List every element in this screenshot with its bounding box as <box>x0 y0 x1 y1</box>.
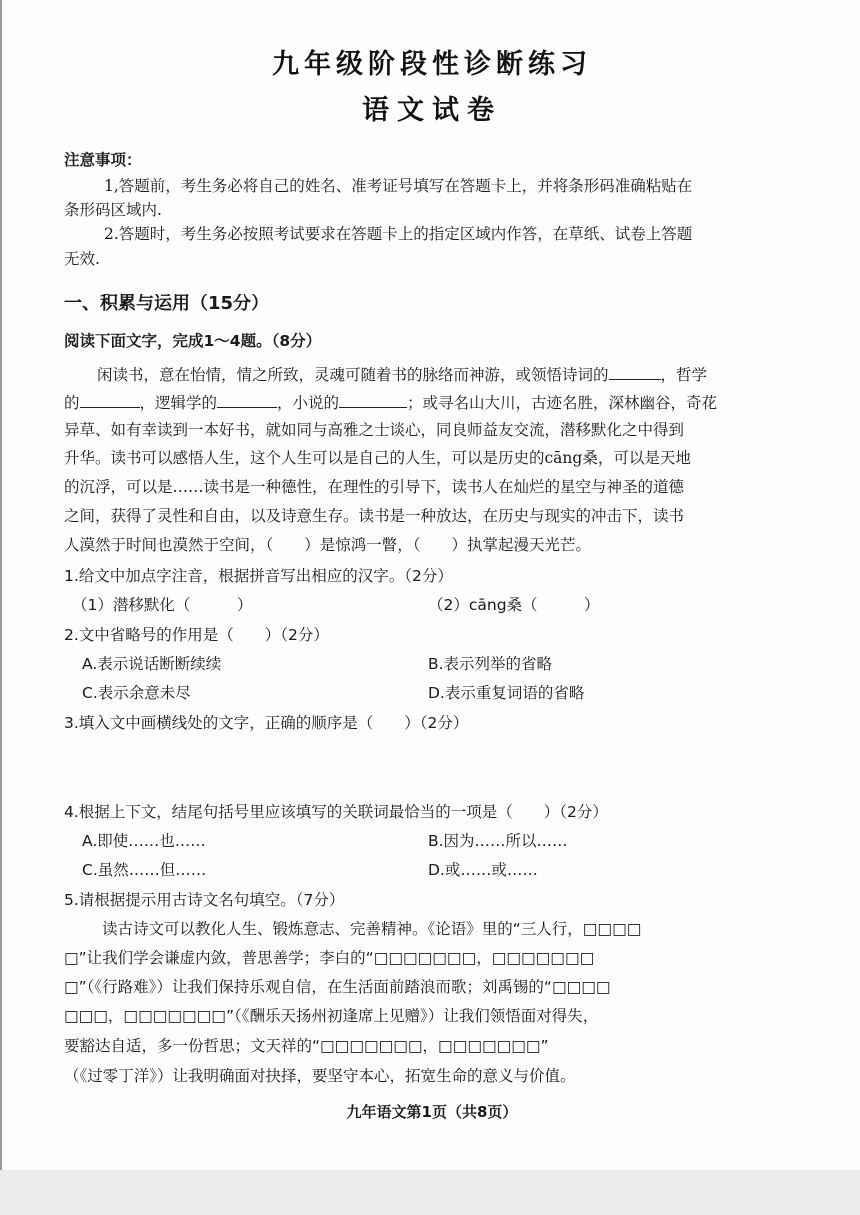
passage-line-2: 的 ，逻辑学的 ，小说的 ；或寻名山大川，古迹名胜，深林幽谷，奇花 <box>64 394 718 412</box>
q5-line-4: □□□，□□□□□□□”（《酬乐天扬州初逢席上见赠》）让我们领悟面对得失， <box>64 1007 599 1025</box>
q3-stem: 3.填入文中画横线处的文字，正确的顺序是（ ）（2分） <box>64 714 469 732</box>
scan-margin <box>0 1170 860 1215</box>
q5-line-2: □”让我们学会谦虚内敛，普思善学；李白的“□□□□□□□，□□□□□□□ <box>64 949 595 967</box>
q4-option-row-2: C.虽然……但…… D.或……或…… <box>82 861 538 879</box>
answer-blank <box>217 392 277 408</box>
q5-line-1: 读古诗文可以教化人生、锻炼意志、完善精神。《论语》里的“三人行，□□□□ <box>102 920 642 938</box>
page-footer: 九年语文第1页（共8页） <box>346 1103 518 1121</box>
q4-stem: 4.根据上下文，结尾句括号里应该填写的关联词最恰当的一项是（ ）（2分） <box>64 803 608 821</box>
q2-option-row-2: C.表示余意未尽 D.表示重复词语的省略 <box>82 684 585 702</box>
notice-item2-line1: 2.答题时，考生务必按照考试要求在答题卡上的指定区域内作答，在草纸、试卷上答题 <box>104 225 693 243</box>
q1-stem: 1.给文中加点字注音，根据拼音写出相应的汉字。（2分） <box>64 567 453 585</box>
section1-instruction: 阅读下面文字，完成1～4题。（8分） <box>64 332 322 350</box>
q5-line-3: □”（《行路难》）让我们保持乐观自信，在生活面前踏浪而歌；刘禹锡的“□□□□ <box>64 978 611 996</box>
exam-title: 九年级阶段性诊断练习 <box>272 49 592 80</box>
passage-line-1: 闲读书，意在怡情，情之所致，灵魂可随着书的脉络而神游，或领悟诗词的 ，哲学 <box>97 366 708 384</box>
q1-option-row: （1）潜移默化（ ） （2）cāng桑（ ） <box>72 596 600 614</box>
notice-item1-line1: 1,答题前，考生务必将自己的姓名、准考证号填写在答题卡上，并将条形码准确粘贴在 <box>104 177 693 195</box>
answer-blank <box>339 392 407 408</box>
q5-line-6: （《过零丁洋》）让我明确面对抉择，要坚守本心，拓宽生命的意义与价值。 <box>64 1067 576 1085</box>
answer-blank <box>609 364 661 380</box>
passage-line-3: 异草、如有幸读到一本好书，就如同与高雅之士谈心，同良师益友交流，潜移默化之中得到 <box>64 421 685 439</box>
q2-option-row-1: A.表示说话断断续续 B.表示列举的省略 <box>82 655 553 673</box>
passage-line-5: 的沉浮，可以是……读书是一种德性，在理性的引导下，读书人在灿烂的星空与神圣的道德 <box>64 478 685 496</box>
notice-heading: 注意事项： <box>64 151 142 169</box>
exam-subtitle: 语文试卷 <box>362 95 502 126</box>
q4-option-row-1: A.即使……也…… B.因为……所以…… <box>82 832 568 850</box>
q5-line-5: 要豁达自适，多一份哲思；文天祥的“□□□□□□□，□□□□□□□” <box>64 1037 549 1055</box>
q5-stem: 5.请根据提示用古诗文名句填空。（7分） <box>64 891 345 909</box>
notice-item2-line2: 无效. <box>64 250 100 268</box>
passage-line-7: 人漠然于时间也漠然于空间，（ ）是惊鸿一瞥，（ ）执掌起漫天光芒。 <box>64 536 592 554</box>
passage-line-6: 之间，获得了灵性和自由，以及诗意生存。读书是一种放达，在历史与现实的冲击下，读书 <box>64 507 685 525</box>
notice-item1-line2: 条形码区域内. <box>64 201 162 219</box>
passage-line-4: 升华。读书可以感悟人生，这个人生可以是自己的人生，可以是历史的cāng桑，可以是天地 <box>64 449 691 467</box>
q2-stem: 2.文中省略号的作用是（ ）（2分） <box>64 626 329 644</box>
section1-heading: 一、积累与运用（15分） <box>64 294 270 314</box>
answer-blank <box>80 392 140 408</box>
